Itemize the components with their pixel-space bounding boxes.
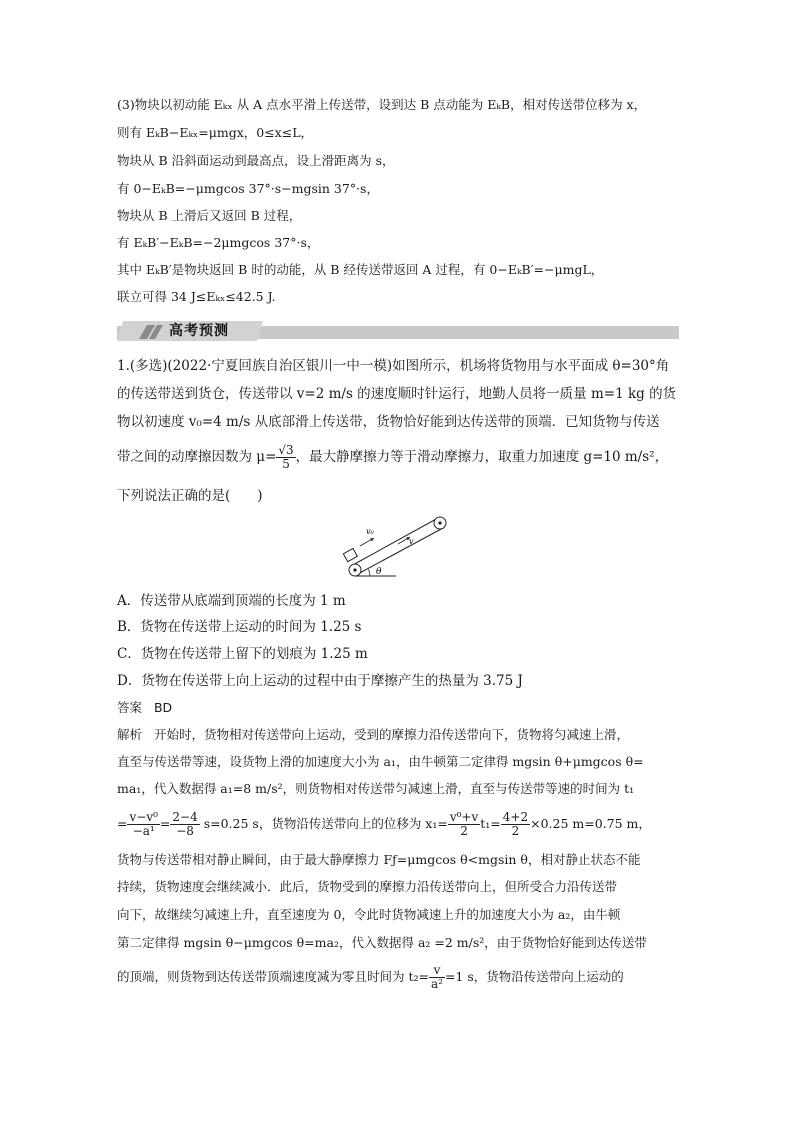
fraction-numerator: 2−4: [172, 810, 198, 824]
analysis-text: =1 s，货物沿传送带向上运动的: [444, 969, 624, 984]
analysis-text: ×0.25 m=0.75 m，: [530, 816, 651, 831]
option-d: D．货物在传送带上向上运动的过程中由于摩擦产生的热量为 3.75 J: [117, 673, 523, 689]
question-text: 带之间的动摩擦因数为 μ=: [117, 449, 277, 465]
cargo-box: [343, 548, 357, 561]
analysis-line-fractions: [117, 809, 683, 839]
fraction-numerator: v⁰+v: [449, 810, 479, 824]
analysis-text: t₁=: [480, 816, 501, 831]
fraction-numerator: 4+2: [502, 810, 529, 824]
fraction-denominator: −8: [176, 824, 194, 838]
answer-value: BD: [153, 700, 173, 715]
analysis-line-fraction: [117, 962, 683, 992]
analysis-text: =: [117, 816, 128, 831]
analysis-line: 直至与传送带等速，设货物上滑的加速度大小为 a₁，由牛顿第二定律得 mgsin θ+μmgcos θ=: [117, 754, 644, 769]
section-title: 高考预测: [169, 323, 229, 339]
theta-label: θ: [376, 567, 382, 577]
mu-denominator: 5: [282, 457, 290, 471]
option-a: A．传送带从底端到顶端的长度为 1 m: [117, 593, 346, 609]
analysis-text: 的顶端，则货物到达传送带顶端速度减为零且时间为 t₂=: [117, 969, 429, 984]
prev-solution-line: (3)物块以初动能 Eₖₓ 从 A 点水平滑上传送带，设到达 B 点动能为 EₖB，相对传送带位移为 x，: [117, 97, 647, 112]
question-text: ，最大静摩擦力等于滑动摩擦力，取重力加速度 g=10 m/s²，: [295, 449, 669, 465]
fraction-denominator: 2: [460, 824, 468, 838]
analysis-line: 持续，货物速度会继续减小．此后，货物受到的摩擦力沿传送带向上，但所受合力沿传送带: [117, 879, 618, 894]
prev-solution-line: 其中 EₖB′是物块返回 B 时的动能，从 B 经传送带返回 A 过程，有 0−EₖB′=−μmgL，: [117, 262, 604, 277]
conveyor-diagram: [336, 512, 462, 582]
prev-solution-line: 联立可得 34 J≤Eₖₓ≤42.5 J.: [117, 289, 276, 304]
mu-numerator: √3: [278, 443, 294, 457]
v0-label: v₀: [366, 527, 374, 536]
v-label: v: [409, 537, 414, 546]
section-banner: [117, 321, 679, 341]
question-line-mu: [117, 444, 683, 471]
fraction-3: [448, 811, 480, 838]
prev-solution-line: 则有 EₖB−Eₖₓ=μmgx，0≤x≤L，: [117, 125, 314, 140]
fraction-denominator: 2: [511, 824, 520, 838]
answer-label: 答案: [117, 700, 143, 715]
analysis-line: [117, 726, 683, 744]
analysis-line: 货物与传送带相对静止瞬间，由于最大静摩擦力 Fƒ=μmgcos θ<mgsin θ，相对静止状态不能: [117, 852, 641, 867]
question-line: 下列说法正确的是( ): [117, 488, 263, 504]
analysis-text: =: [159, 816, 171, 831]
option-b: B．货物在传送带上运动的时间为 1.25 s: [117, 619, 362, 635]
fraction-4: [501, 811, 530, 838]
prev-solution-line: 物块从 B 沿斜面运动到最高点，设上滑距离为 s，: [117, 153, 395, 168]
question-line: 1.(多选)(2022·宁夏回族自治区银川一中一模)如图所示，机场将货物用与水平面成 θ=30°角: [117, 358, 670, 374]
analysis-line: 第二定律得 mgsin θ−μmgcos θ=ma₂，代入数据得 a₂ =2 m/s²，由于货物恰好能到达传送带: [117, 935, 647, 950]
question-line: 的传送带送到货仓，传送带以 v=2 m/s 的速度顺时针运行，地勤人员将一质量 m=1 kg 的货: [117, 386, 677, 402]
answer-line: [117, 699, 172, 717]
analysis-text: s=0.25 s，货物沿传送带向上的位移为 x₁=: [199, 816, 448, 831]
fraction-denominator: a²: [430, 977, 443, 991]
analysis-line: 向下，故继续匀减速上升，直至速度为 0，令此时货物减速上升的加速度大小为 a₂，由牛顿: [117, 907, 621, 922]
fraction-1: [127, 811, 159, 838]
prev-solution-line: 有 EₖB′−EₖB=−2μmgcos 37°·s，: [117, 235, 320, 250]
analysis-line: ma₁，代入数据得 a₁=8 m/s²，则货物相对传送带匀减速上滑，直至与传送带等速的时间为 t₁: [117, 781, 635, 796]
mu-fraction: [276, 444, 295, 471]
question-line: 物以初速度 v₀=4 m/s 从底部滑上传送带，货物恰好能到达传送带的顶端．已知货物与传送: [117, 414, 660, 430]
fraction-numerator: v−v⁰: [129, 810, 158, 824]
fraction-numerator: v: [429, 964, 445, 978]
option-c: C．货物在传送带上留下的划痕为 1.25 m: [117, 646, 368, 662]
analysis-text: 开始时，货物相对传送带向上运动，受到的摩擦力沿传送带向下，货物将匀减速上滑，: [153, 727, 629, 742]
fraction-2: [170, 811, 199, 838]
analysis-label: 解析: [117, 727, 143, 742]
fraction-5: [429, 964, 445, 991]
fraction-denominator: −a¹: [132, 824, 155, 838]
prev-solution-line: 物块从 B 上滑后又返回 B 过程，: [117, 208, 302, 223]
prev-solution-line: 有 0−EₖB=−μmgcos 37°·s−mgsin 37°·s，: [117, 181, 379, 196]
